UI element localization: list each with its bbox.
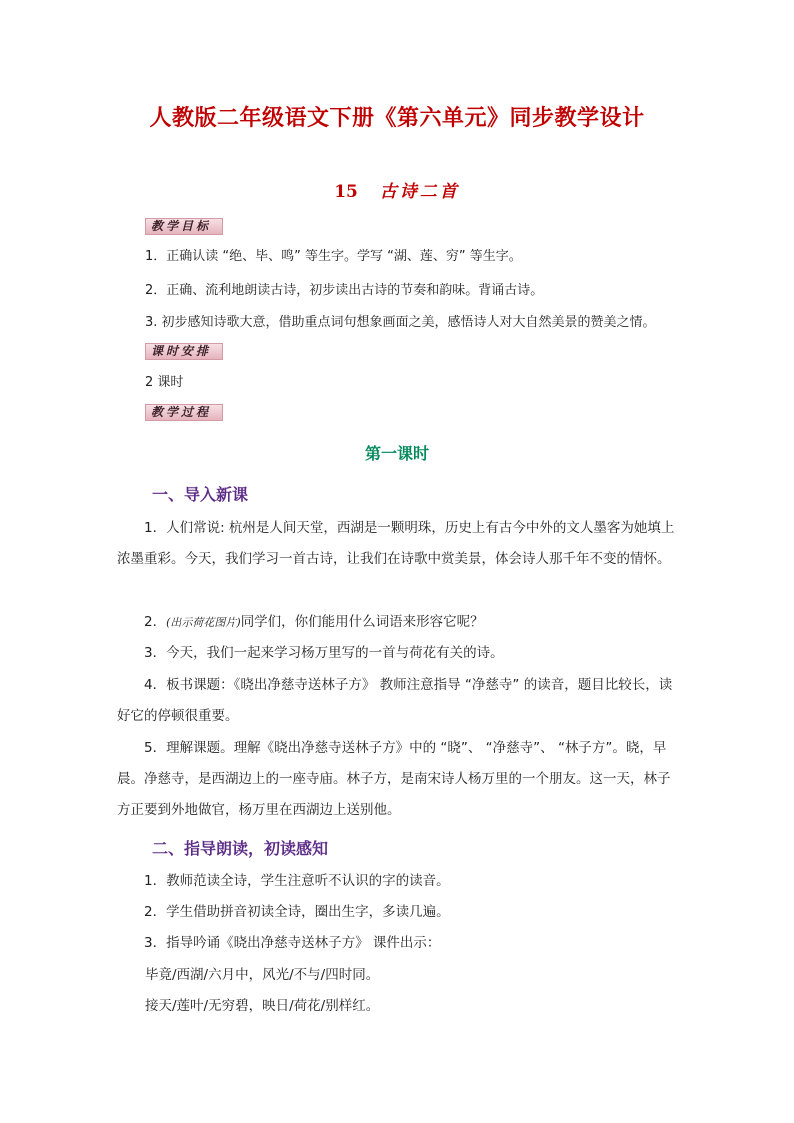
reading-heading: 二、指导朗读，初读感知 [152, 839, 329, 858]
schedule-text: 2 课时 [145, 375, 184, 390]
lesson-title [0, 177, 794, 202]
lesson-name: 古诗二首 [379, 182, 460, 202]
first-lesson-heading: 第一课时 [364, 444, 429, 463]
objectives-tag: 教学目标 [145, 218, 223, 235]
poem-line-1: 毕竟/西湖/六月中，风光/不与/四时同。 [145, 967, 380, 983]
reading-item-1: 1．教师范读全诗，学生注意听不认识的字的读音。 [144, 873, 450, 889]
intro-item-2-text: 同学们，你们能用什么词语来形容它呢？ [240, 614, 484, 630]
reading-item-2: 2．学生借助拼音初读全诗，圈出生字，多读几遍。 [144, 904, 450, 920]
intro-item-2-prefix: 2． [144, 614, 167, 630]
document-title: 人教版二年级语文下册《第六单元》同步教学设计 [149, 105, 645, 131]
process-tag: 教学过程 [145, 404, 223, 421]
intro-item-5: 5．理解课题。理解《晓出净慈寺送林子方》中的 “晓”、 “净慈寺”、 “林子方”。晓，早晨。净慈寺，是西湖边上的一座寺庙。林子方，是南宋诗人杨万里的一个朋友。这一天，林子方正要到外地做官，杨万里在西湖边上送别他。 [117, 740, 671, 818]
poem-line-2: 接天/莲叶/无穷碧，映日/荷花/别样红。 [145, 998, 380, 1014]
lesson-number: 15 [334, 182, 358, 202]
objective-item: 1．正确认读 “绝、毕、鸣” 等生字。学写 “湖、莲、穷” 等生字。 [145, 249, 522, 264]
schedule-tag: 课时安排 [145, 343, 223, 360]
objective-item: 2．正确、流利地朗读古诗，初步读出古诗的节奏和韵味。背诵古诗。 [145, 283, 544, 298]
intro-item-3: 3．今天，我们一起来学习杨万里写的一首与荷花有关的诗。 [144, 645, 504, 661]
objective-item: 3. 初步感知诗歌大意，借助重点词句想象画面之美，感悟诗人对大自然美景的赞美之情。 [145, 315, 656, 330]
intro-item-2-note: (出示荷花图片) [166, 616, 241, 629]
intro-item-4: 4．板书课题：《晓出净慈寺送林子方》 教师注意指导 “净慈寺” 的读音，题目比较长，读好它的停顿很重要。 [117, 677, 673, 724]
reading-item-3: 3．指导吟诵《晓出净慈寺送林子方》 课件出示： [144, 935, 441, 951]
intro-item-2 [117, 607, 677, 638]
intro-item-1: 1．人们常说: 杭州是人间天堂，西湖是一颗明珠，历史上有古今中外的文人墨客为她填上浓墨重彩。今天，我们学习一首古诗，让我们在诗歌中赏美景，体会诗人那千年不变的情怀。 [117, 520, 675, 567]
intro-heading: 一、导入新课 [152, 485, 249, 504]
